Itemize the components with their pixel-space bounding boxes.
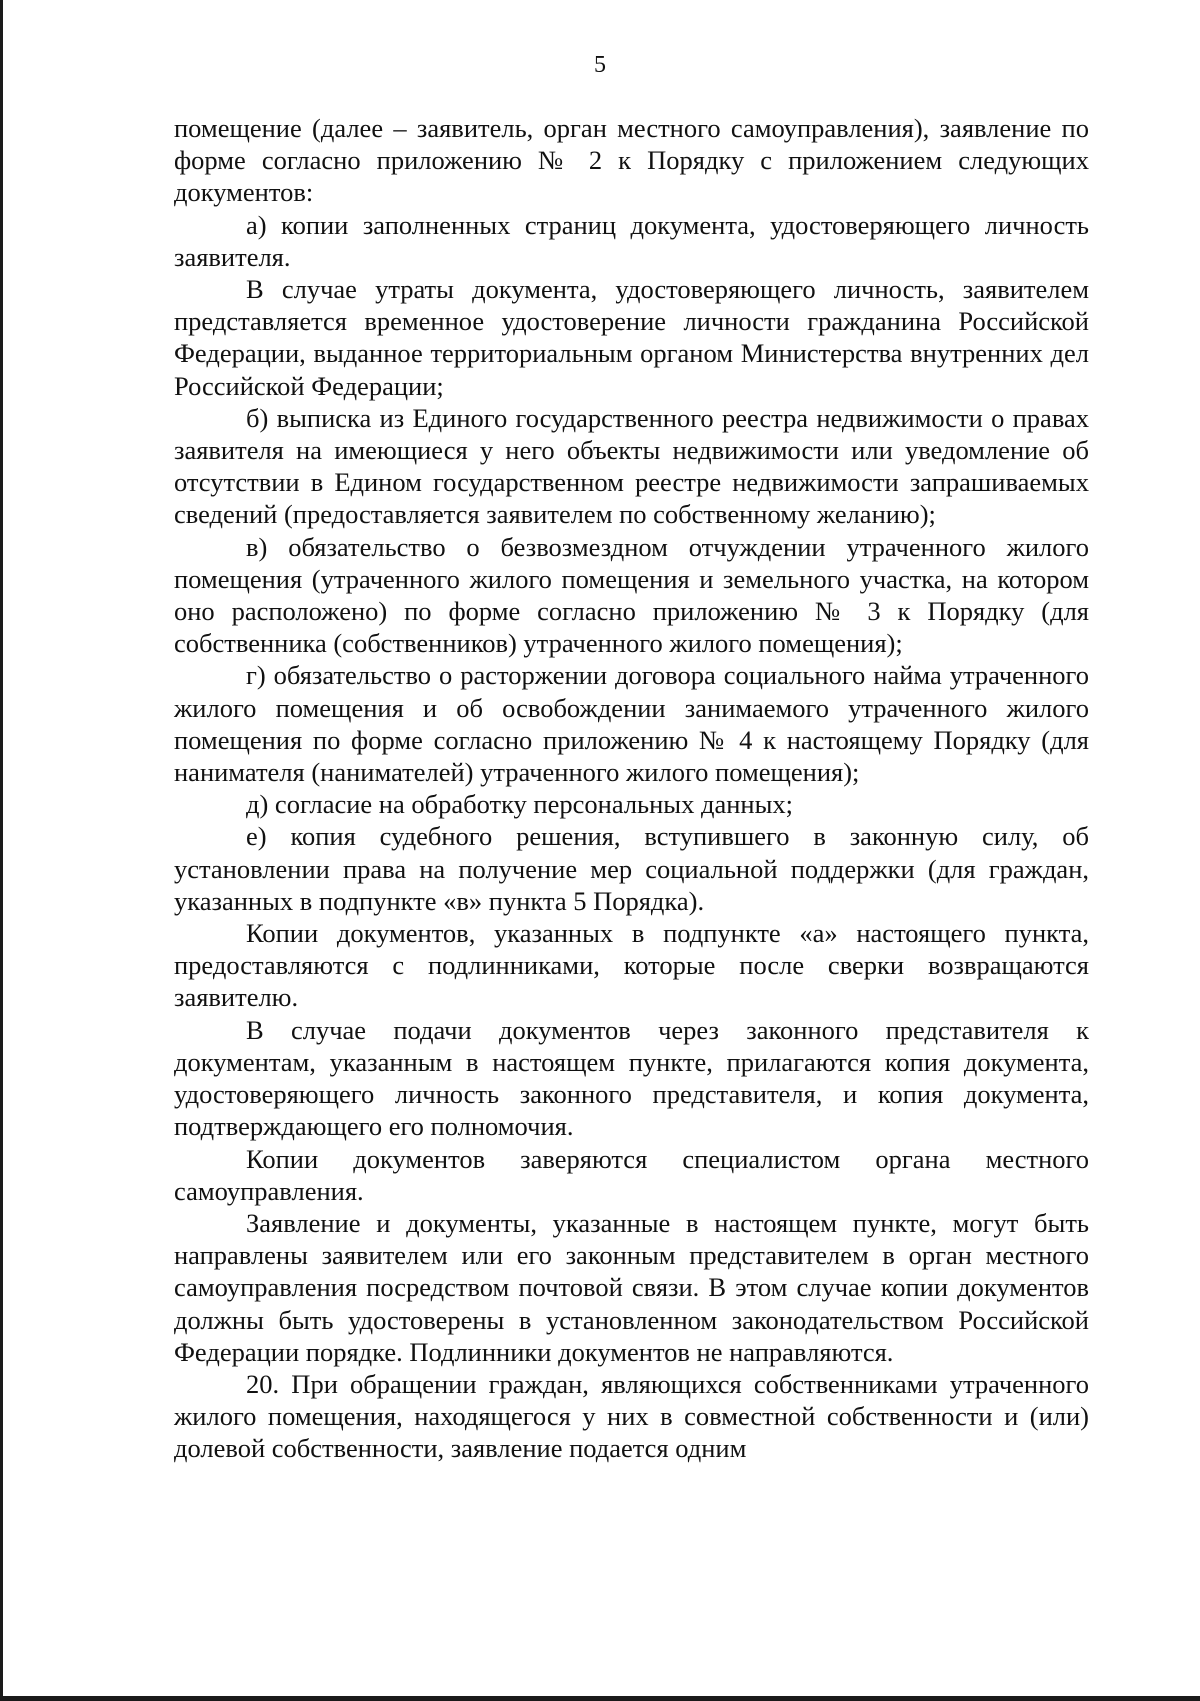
paragraph-copies-originals: Копии документов, указанных в подпункте «а» настоящего пункта, предоставляются с подлинниками, которые после сверки возвращаются заявителю. [174,918,1089,1013]
paragraph-item-g: г) обязательство о расторжении договора социального найма утраченного жилого помещения и об освобождении занимаемого утраченного жилого помещения по форме согласно приложению № 4 к настоящему Порядку (для нанимателя (нанимателей) утраченного жилого помещения); [174,660,1089,788]
paragraph-continuation: помещение (далее – заявитель, орган местного самоуправления), заявление по форме согласно приложению № 2 к Порядку с приложением следующих документов: [174,113,1089,208]
paragraph-legal-representative: В случае подачи документов через законного представителя к документам, указанным в настоящем пункте, прилагаются копия документа, удостоверяющего личность законного представителя, и копия документа, подтверждающего его полномочия. [174,1014,1089,1142]
paragraph-item-e: е) копия судебного решения, вступившего в законную силу, об установлении права на получение мер социальной поддержки (для граждан, указанных в подпункте «в» пункта 5 Порядка). [174,821,1089,916]
paragraph-item-b: б) выписка из Единого государственного реестра недвижимости о правах заявителя на имеющиеся у него объекты недвижимости или уведомление об отсутствии в Едином государственном реестре недвижимости запрашиваемых сведений (предоставляется заявителем по собственному желанию); [174,402,1089,530]
paragraph-item-d: д) согласие на обработку персональных данных; [246,789,794,820]
paragraph-item-v: в) обязательство о безвозмездном отчуждении утраченного жилого помещения (утраченного жилого помещения и земельного участка, на котором оно расположено) по форме согласно приложению № 3 к Порядку (для собственника (собственников) утраченного жилого помещения); [174,531,1089,659]
paragraph-certification: Копии документов заверяются специалистом органа местного самоуправления. [174,1143,1089,1206]
scan-edge-bottom [0,1696,1200,1701]
scan-edge-left [0,0,3,1701]
paragraph-item-a: а) копии заполненных страниц документа, удостоверяющего личность заявителя. [174,209,1089,272]
page-number: 5 [594,52,606,78]
document-body [174,112,1089,1465]
paragraph-postal-submission: Заявление и документы, указанные в настоящем пункте, могут быть направлены заявителем или его законным представителем в орган местного самоуправления посредством почтовой связи. В этом случае копии документов должны быть удостоверены в установленном законодательством Российской Федерации порядке. Подлинники документов не направляются. [174,1207,1089,1367]
paragraph-id-loss: В случае утраты документа, удостоверяющего личность, заявителем представляется временное удостоверение личности гражданина Российской Федерации, выданное территориальным органом Министерства внутренних дел Российской Федерации; [174,274,1089,401]
paragraph-item-20: 20. При обращении граждан, являющихся собственниками утраченного жилого помещения, находящегося у них в совместной собственности и (или) долевой собственности, заявление подается одним [174,1368,1089,1464]
